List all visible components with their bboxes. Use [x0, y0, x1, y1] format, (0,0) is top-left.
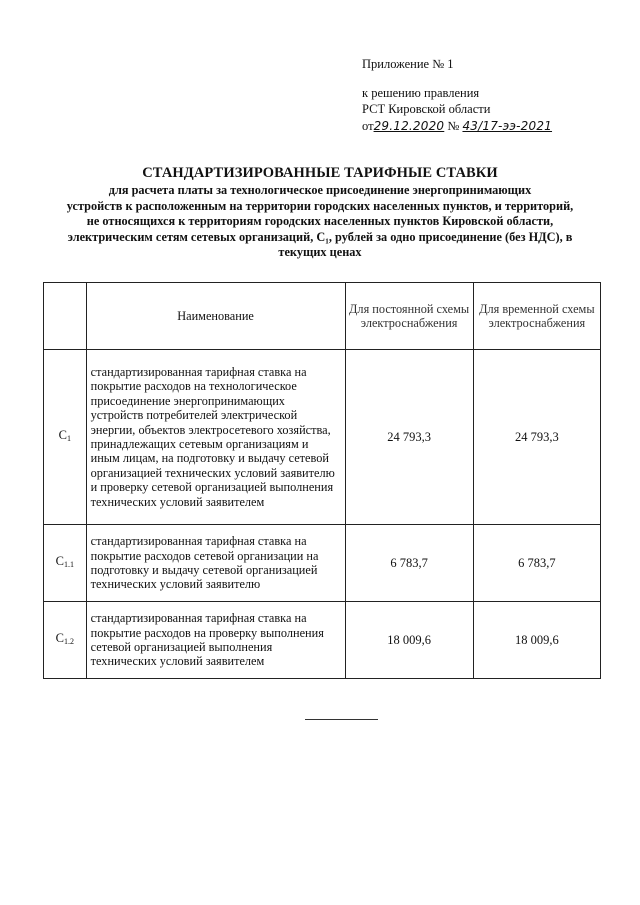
rate-permanent-value: 24 793,3: [345, 350, 473, 525]
header-code-cell: [44, 283, 87, 350]
rate-permanent-value: 6 783,7: [345, 525, 473, 602]
document-title: СТАНДАРТИЗИРОВАННЫЕ ТАРИФНЫЕ СТАВКИ: [142, 165, 498, 181]
rate-permanent-value: 18 009,6: [345, 602, 473, 679]
appendix-line-1: к решению правления: [362, 85, 480, 100]
rate-code: [44, 602, 87, 679]
document-heading: [40, 163, 600, 261]
rate-code-letter: C: [55, 553, 64, 568]
appendix-block: [362, 56, 552, 134]
subtitle-line: для расчета платы за технологическое присоединение энергопринимающих: [108, 183, 532, 197]
rate-code: [44, 525, 87, 602]
rate-code-index: 1.2: [63, 636, 74, 646]
header-name: Наименование: [86, 283, 345, 350]
table-row: [44, 602, 601, 679]
rate-code-index: 1.1: [63, 559, 74, 569]
subtitle-line: текущих ценах: [278, 245, 362, 260]
table-row: [44, 525, 601, 602]
rate-code-letter: C: [55, 630, 64, 645]
rate-description: стандартизированная тарифная ставка на покрытие расходов сетевой организации на подготовку и выдачу сетевой организацией технических условий заявителю: [86, 525, 345, 602]
subtitle-line: электрическим сетям сетевых организаций, С₁, рублей за одно присоединение (без НДС), в: [67, 229, 573, 244]
rate-temporary-value: 6 783,7: [473, 525, 600, 602]
handwritten-number: 43/17-ээ-2021: [462, 118, 553, 133]
rate-description: стандартизированная тарифная ставка на покрытие расходов на проверку выполнения сетевой организацией выполнения технических условий заявителем: [86, 602, 345, 679]
rate-temporary-value: 24 793,3: [473, 350, 600, 525]
decision-date-number: [362, 118, 552, 135]
table-header-row: [44, 283, 601, 350]
tariff-table: [43, 282, 601, 679]
table-row: [44, 350, 601, 525]
signature-divider: [305, 719, 378, 720]
subtitle-line: не относящихся к территориям городских населенных пунктов Кировской области,: [86, 214, 554, 229]
header-temporary: Для временной схемы электроснабжения: [473, 283, 600, 350]
appendix-label: Приложение № 1: [362, 57, 454, 71]
subtitle-line: устройств к расположенным на территории городских населенных пунктов, и территорий,: [66, 198, 574, 213]
document-subtitle: [40, 183, 600, 261]
rate-temporary-value: 18 009,6: [473, 602, 600, 679]
rate-code: [44, 350, 87, 525]
handwritten-date: 29.12.2020: [373, 118, 445, 133]
header-permanent: Для постоянной схемы электроснабжения: [345, 283, 473, 350]
rate-code-letter: C: [58, 427, 67, 442]
appendix-line-2: РСТ Кировской области: [362, 102, 491, 116]
spacer: [362, 73, 552, 85]
number-sign: №: [447, 118, 460, 133]
rate-code-index: 1: [66, 433, 71, 443]
from-prefix: от: [362, 118, 374, 133]
rate-description: стандартизированная тарифная ставка на покрытие расходов на технологическое присоединение энергопринимающих устройств потребителей электрической энергии, объектов электросетевого хозяйства, принадлежащих сетевым организациям и иным лицам, на подготовку и выдачу сетевой организацией технических условий заявителю и проверку сетевой организацией выполнения технических условий заявителем: [86, 350, 345, 525]
